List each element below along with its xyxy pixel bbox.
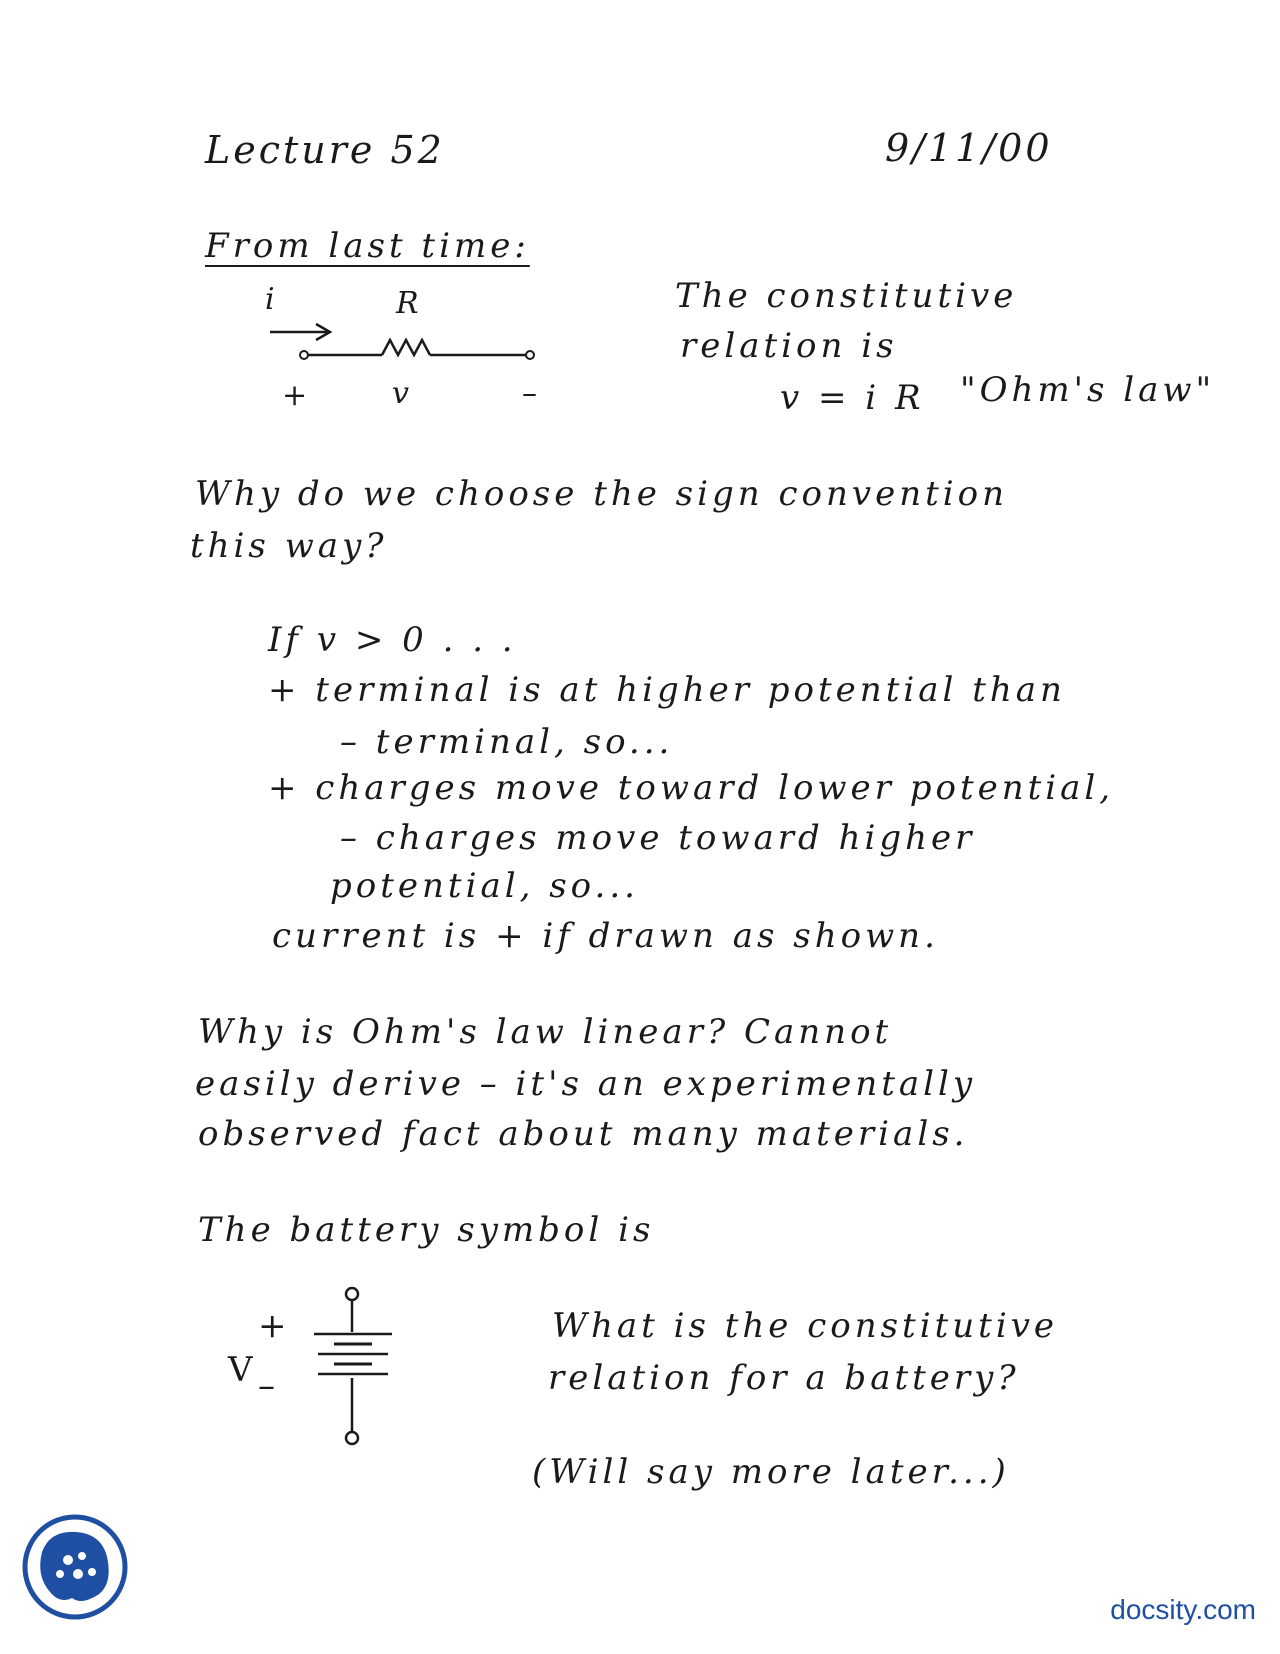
battery-v-label: V xyxy=(228,1350,257,1390)
reasoning-line2: + terminal is at higher potential than xyxy=(268,670,1066,710)
battery-minus-label: – xyxy=(258,1366,279,1406)
reasoning-line6: potential, so... xyxy=(330,866,639,906)
left-terminal xyxy=(300,351,308,359)
lecture-date: 9/11/00 xyxy=(885,126,1053,170)
resistor-zigzag xyxy=(382,340,430,355)
recap-text-line1: The constitutive xyxy=(675,276,1018,316)
question1-line1: Why do we choose the sign convention xyxy=(195,474,1009,514)
lecture-title: Lecture 52 xyxy=(205,128,445,172)
reasoning-line5: – charges move toward higher xyxy=(340,818,976,858)
battery-plus-label: + xyxy=(258,1306,291,1346)
battery-note: (Will say more later...) xyxy=(532,1452,1010,1492)
ohms-law-equation: v = i R xyxy=(780,378,925,418)
question1-line2: this way? xyxy=(190,526,388,566)
docsity-brand-link[interactable]: docsity.com xyxy=(1110,1594,1256,1625)
battery-bottom-terminal xyxy=(346,1432,358,1444)
question2-line1: Why is Ohm's law linear? Cannot xyxy=(198,1012,893,1052)
recap-heading: From last time: xyxy=(205,226,530,266)
question2-line2: easily derive – it's an experimentally xyxy=(195,1064,977,1104)
battery-question-line1: What is the constitutive xyxy=(552,1306,1059,1346)
resistor-label: R xyxy=(396,286,421,321)
reasoning-line1: If v > 0 . . . xyxy=(268,620,517,660)
reasoning-line7: current is + if drawn as shown. xyxy=(272,916,939,956)
battery-top-terminal xyxy=(346,1288,358,1300)
battery-question-line2: relation for a battery? xyxy=(548,1358,1020,1398)
ohms-law-name: "Ohm's law" xyxy=(960,370,1216,410)
minus-terminal-label: – xyxy=(522,376,539,411)
voltage-label: v xyxy=(392,376,411,411)
battery-symbol-diagram xyxy=(300,1282,410,1452)
reasoning-line3: – terminal, so... xyxy=(340,722,674,762)
plus-terminal-label: + xyxy=(282,378,310,413)
reasoning-line4: + charges move toward lower potential, xyxy=(268,768,1115,808)
battery-intro: The battery symbol is xyxy=(198,1210,655,1250)
docsity-logo-icon xyxy=(20,1512,130,1622)
current-label: i xyxy=(265,282,277,317)
question2-line3: observed fact about many materials. xyxy=(198,1114,969,1154)
right-terminal xyxy=(526,351,534,359)
recap-text-line2: relation is xyxy=(680,326,898,366)
